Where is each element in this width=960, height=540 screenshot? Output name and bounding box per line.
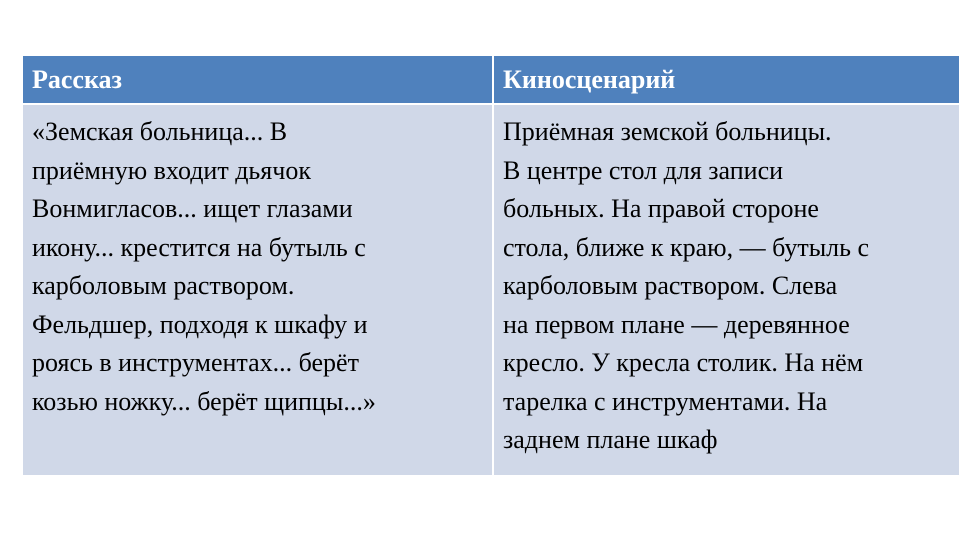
screenplay-line: кресло. У кресла столик. На нём xyxy=(503,348,864,377)
screenplay-line: Приёмная земской больницы. xyxy=(503,117,832,146)
screenplay-line: карболовым раствором. Слева xyxy=(503,271,838,300)
table-header-row xyxy=(23,56,959,105)
screenplay-line: стола, ближе к краю, — бутыль с xyxy=(503,232,870,262)
screenplay-line: больных. На правой стороне xyxy=(503,194,819,223)
story-line: Вонмигласов... ищет глазами xyxy=(32,194,353,223)
story-line: козью ножку... берёт щипцы...» xyxy=(32,386,376,416)
table-row xyxy=(23,105,959,475)
screenplay-line: на первом плане — деревянное xyxy=(503,309,850,339)
header-story: Рассказ xyxy=(23,56,492,105)
story-line: роясь в инструментах... берёт xyxy=(32,348,359,377)
story-line: «Земская больница... В xyxy=(32,117,288,146)
story-cell xyxy=(23,105,492,475)
header-screenplay: Киносценарий xyxy=(492,56,959,105)
screenplay-line: тарелка с инструментами. На xyxy=(503,386,828,416)
screenplay-line: заднем плане шкаф xyxy=(503,425,718,454)
story-line: приёмную входит дьячок xyxy=(32,155,311,185)
story-line: Фельдшер, подходя к шкафу и xyxy=(32,309,368,339)
story-line: карболовым раствором. xyxy=(32,271,295,300)
story-line: икону... крестится на бутыль с xyxy=(32,232,366,262)
screenplay-cell xyxy=(492,105,959,475)
comparison-table xyxy=(23,56,959,475)
screenplay-line: В центре стол для записи xyxy=(503,155,784,185)
